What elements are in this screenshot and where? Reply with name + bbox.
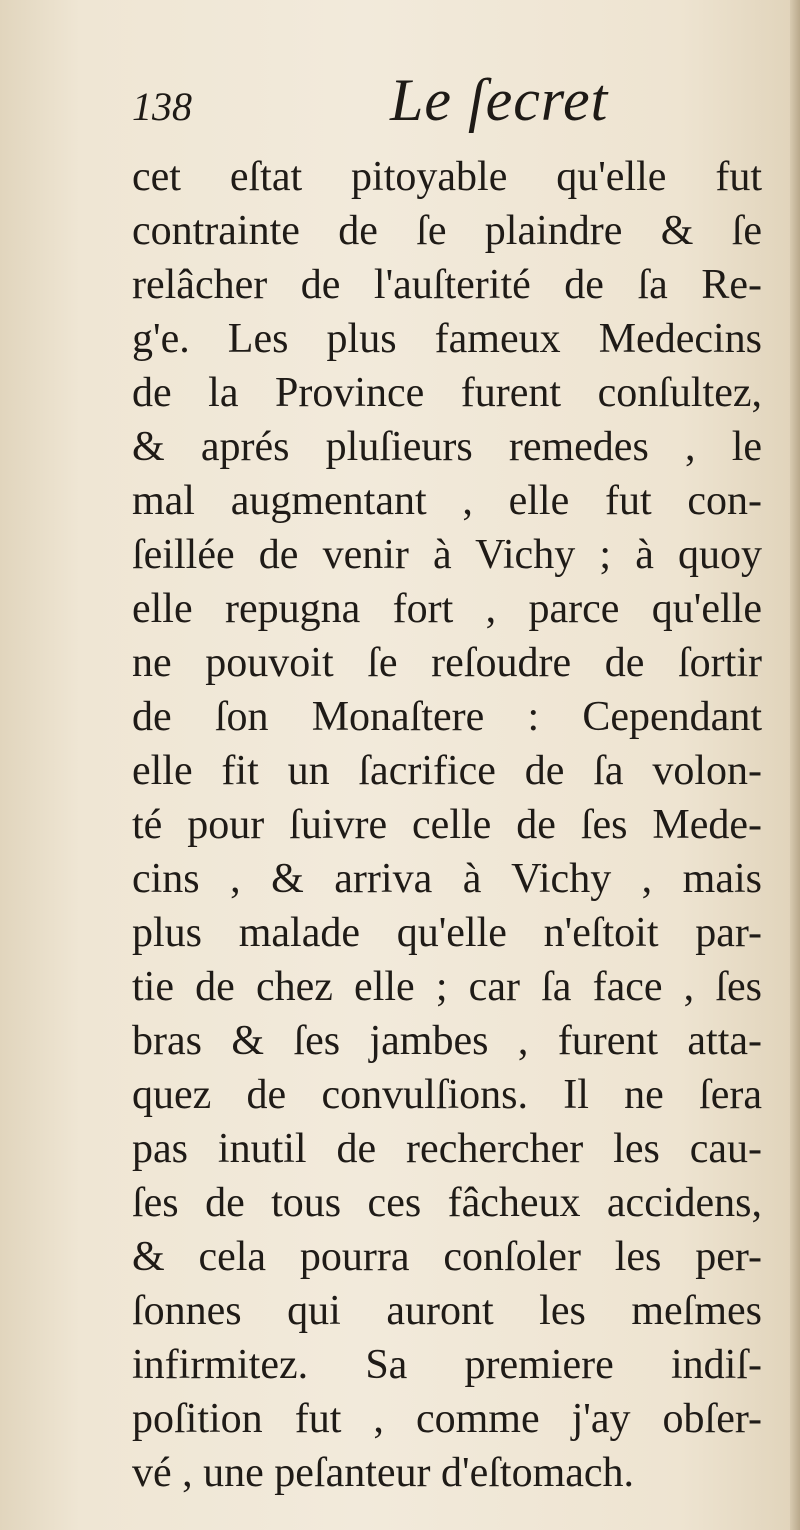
text-line: vé , une peſanteur d'eſtomach. xyxy=(132,1450,635,1496)
text-line: de ſon Monaſtere : Cependant xyxy=(132,694,762,740)
text-line: ne pouvoit ſe reſoudre de ſortir xyxy=(132,640,762,686)
text-line: infirmitez. Sa premiere indiſ- xyxy=(132,1342,762,1388)
page-number: 138 xyxy=(132,84,192,129)
text-line: cins , & arriva à Vichy , mais xyxy=(132,856,762,902)
text-line: mal augmentant , elle fut con- xyxy=(132,478,762,524)
text-line: tie de chez elle ; car ſa face , ſes xyxy=(132,964,762,1010)
text-line: g'e. Les plus fameux Medecins xyxy=(132,316,762,362)
text-line: relâcher de l'auſterité de ſa Re- xyxy=(132,262,762,308)
text-line: quez de convulſions. Il ne ſera xyxy=(132,1072,762,1118)
body-text xyxy=(132,150,762,1500)
text-line: bras & ſes jambes , furent atta- xyxy=(132,1018,762,1064)
text-line: elle repugna fort , parce qu'elle xyxy=(132,586,762,632)
text-line: contrainte de ſe plaindre & ſe xyxy=(132,208,762,254)
text-line: pas inutil de rechercher les cau- xyxy=(132,1126,762,1172)
text-line: plus malade qu'elle n'eſtoit par- xyxy=(132,910,762,956)
text-line: té pour ſuivre celle de ſes Mede- xyxy=(132,802,762,848)
page-edge xyxy=(790,0,800,1530)
text-line: & aprés pluſieurs remedes , le xyxy=(132,424,762,470)
text-line: de la Province furent conſultez, xyxy=(132,370,762,416)
text-line: ſonnes qui auront les meſmes xyxy=(132,1288,762,1334)
text-line: & cela pourra conſoler les per- xyxy=(132,1234,762,1280)
text-line: ſeillée de venir à Vichy ; à quoy xyxy=(132,532,762,578)
text-line: elle fit un ſacrifice de ſa volon- xyxy=(132,748,762,794)
text-line: cet eſtat pitoyable qu'elle fut xyxy=(132,154,762,200)
text-line: poſition fut , comme j'ay obſer- xyxy=(132,1396,762,1442)
running-title: Le ſecret xyxy=(390,67,609,133)
text-line: ſes de tous ces fâcheux accidens, xyxy=(132,1180,762,1226)
